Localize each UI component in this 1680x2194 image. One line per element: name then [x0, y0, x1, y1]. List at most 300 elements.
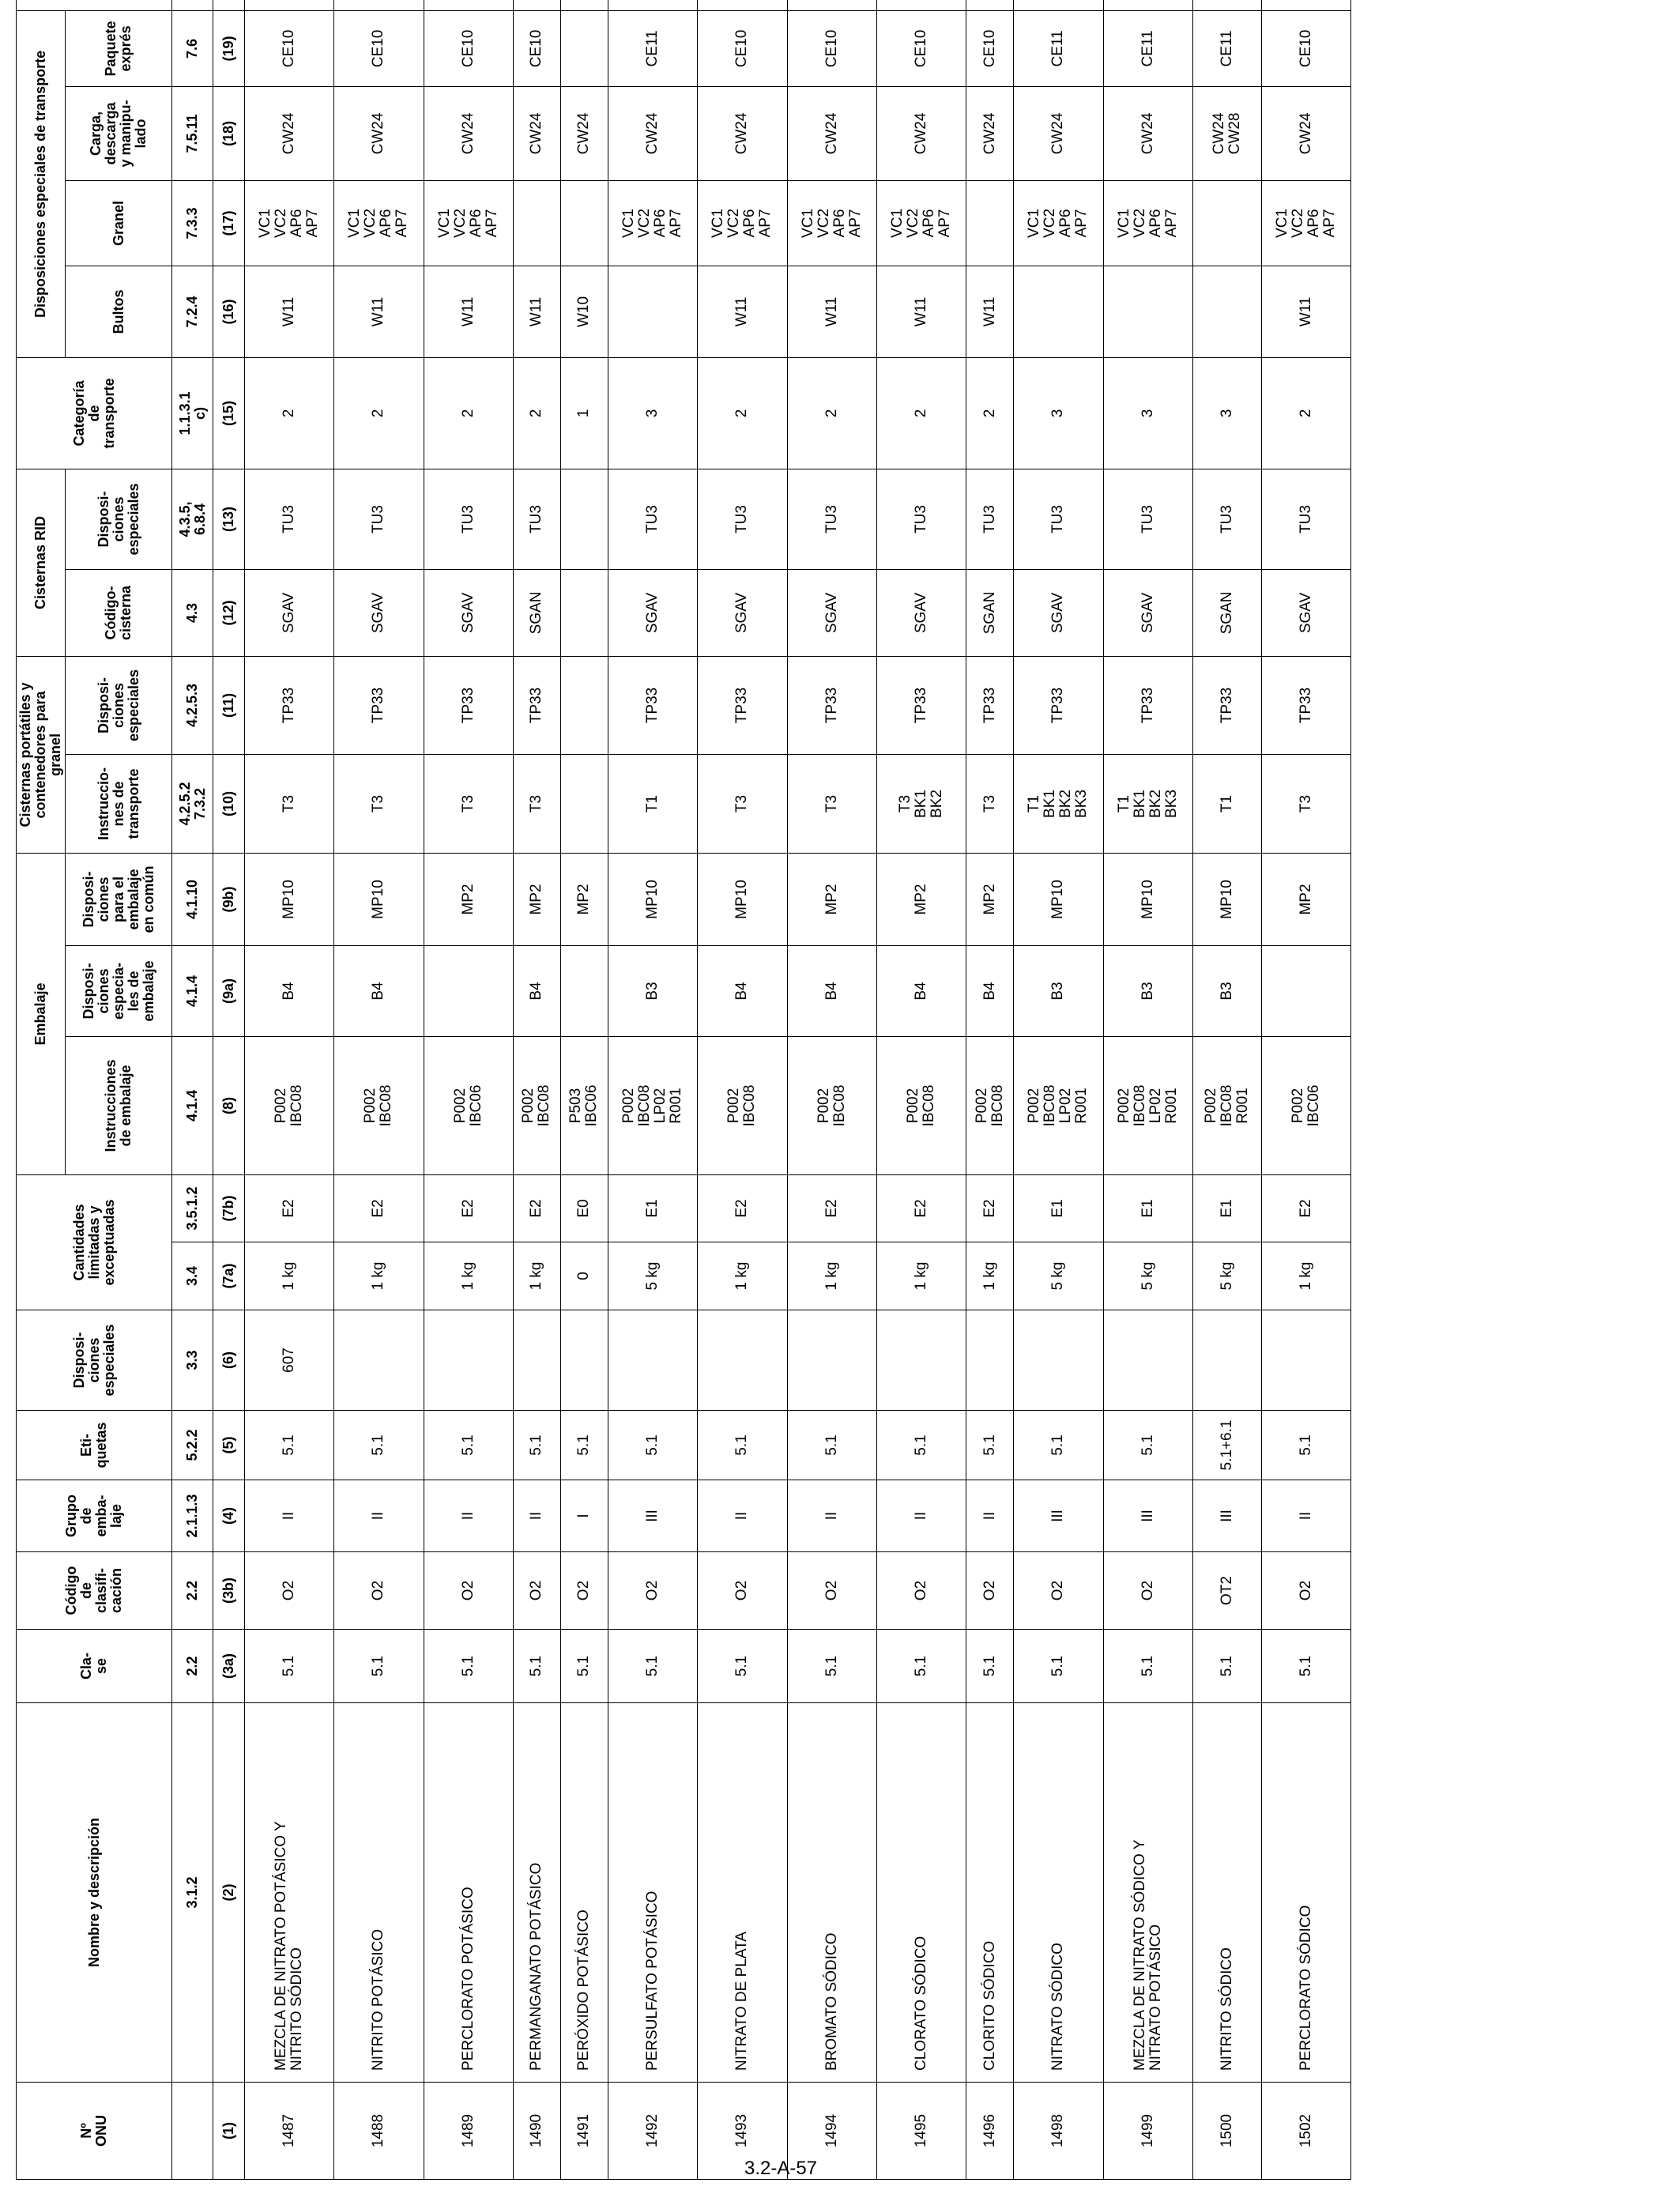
table-cell: O2	[334, 1552, 424, 1630]
table-cell: P002 IBC06	[1261, 1037, 1350, 1175]
table-cell: TP33	[876, 656, 966, 754]
table-row	[876, 0, 966, 2180]
table-cell: B3	[608, 946, 697, 1037]
reference-cell: 1.1.3.1 c)	[172, 357, 213, 469]
table-cell: E1	[608, 1175, 697, 1242]
page-number: 3.2-A-57	[744, 2158, 818, 2179]
table-cell: E0	[560, 1175, 608, 1242]
reference-cell: 2.2	[172, 1630, 213, 1703]
table-cell: W11	[698, 266, 787, 357]
table-cell: 5.1	[698, 1630, 787, 1703]
table-cell: T3	[334, 754, 424, 853]
table-cell	[560, 1310, 608, 1411]
table-cell: 5.1	[513, 1411, 560, 1480]
header-packages: Bultos	[66, 266, 172, 357]
table-cell	[1014, 1310, 1103, 1411]
table-cell: 5 kg	[1103, 1242, 1192, 1310]
un-number-cell: 1491	[560, 2083, 608, 2180]
table-cell: MP10	[245, 853, 334, 945]
table-cell: TU3	[1103, 469, 1192, 569]
table-cell: MP10	[334, 853, 424, 945]
table-cell: CE11	[1192, 10, 1261, 86]
table-cell: TU3	[787, 469, 876, 569]
table-cell	[560, 469, 608, 569]
table-cell: CW24	[1103, 86, 1192, 180]
table-cell: O2	[560, 1552, 608, 1630]
table-cell: VC1 VC2 AP6 AP7	[787, 180, 876, 266]
table-cell: CE10	[245, 10, 334, 86]
table-cell: 5.1+6.1	[1192, 1411, 1261, 1480]
table-cell: 5 kg	[608, 1242, 697, 1310]
table-cell: E1	[1103, 1175, 1192, 1242]
table-cell: P002 IBC08	[698, 1037, 787, 1175]
substance-name-cell: CLORITO SÓDICO	[966, 1703, 1014, 2083]
table-cell: CE10	[787, 10, 876, 86]
table-cell	[698, 0, 787, 10]
header-tank-code: Código- cisterna	[66, 569, 172, 656]
header-rid-tanks: Cisternas RID	[17, 469, 66, 656]
table-cell: O2	[608, 1552, 697, 1630]
column-number-cell: (5)	[213, 1411, 245, 1480]
table-cell: MP10	[1103, 853, 1192, 945]
table-cell	[1014, 266, 1103, 357]
table-cell: 1 kg	[966, 1242, 1014, 1310]
table-row	[1261, 0, 1350, 2180]
reference-cell: 7.2.4	[172, 266, 213, 357]
column-number-cell: (8)	[213, 1037, 245, 1175]
table-cell	[560, 754, 608, 853]
header-special-packing-provisions: Disposi- ciones especia- les de embalaje	[66, 946, 172, 1037]
table-row	[424, 0, 513, 2180]
table-cell: MP10	[1192, 853, 1261, 945]
table-cell: VC1 VC2 AP6 AP7	[424, 180, 513, 266]
table-cell: B4	[698, 946, 787, 1037]
table-row	[245, 0, 334, 2180]
table-cell: O2	[876, 1552, 966, 1630]
table-cell: II	[966, 1480, 1014, 1552]
table-cell: P002 IBC08 LP02 R001	[1103, 1037, 1192, 1175]
header-special-provisions: Disposi- ciones especiales	[17, 1310, 172, 1411]
un-number-cell: 1496	[966, 2083, 1014, 2180]
column-number-cell: (9a)	[213, 946, 245, 1037]
table-cell: II	[787, 1480, 876, 1552]
table-cell: CE10	[513, 10, 560, 86]
un-number-cell: 1502	[1261, 2083, 1350, 2180]
substance-name-cell: PERÓXIDO POTÁSICO	[560, 1703, 608, 2083]
reference-cell: 4.3	[172, 569, 213, 656]
table-cell	[513, 180, 560, 266]
table-cell: W11	[1261, 266, 1350, 357]
table-cell: MP2	[966, 853, 1014, 945]
table-cell: 1	[560, 357, 608, 469]
reference-cell: 4.1.10	[172, 853, 213, 945]
table-cell: B3	[1014, 946, 1103, 1037]
table-cell: E1	[1014, 1175, 1103, 1242]
table-cell: I	[560, 1480, 608, 1552]
header-loading-handling: Carga, descarga y manipu- lado	[66, 86, 172, 180]
table-cell: SGAV	[1261, 569, 1350, 656]
table-cell	[1014, 0, 1103, 10]
table-body	[245, 0, 1351, 2180]
table-cell: TU3	[1192, 469, 1261, 569]
table-cell: 607	[245, 1310, 334, 1411]
table-cell	[424, 946, 513, 1037]
table-cell: CE10	[334, 10, 424, 86]
column-number-cell: (7b)	[213, 1175, 245, 1242]
table-cell: CE11	[1014, 10, 1103, 86]
header-limited-quantities: Cantidades limitadas y exceptuadas	[17, 1175, 172, 1310]
reference-row	[172, 0, 213, 2180]
reference-cell: 5.2.2	[172, 1411, 213, 1480]
header-packing-group: Grupo de emba- laje	[17, 1480, 172, 1552]
table-cell: B4	[245, 946, 334, 1037]
table-cell: CW24	[1014, 86, 1103, 180]
table-cell: MP2	[560, 853, 608, 945]
column-number-cell: (19)	[213, 10, 245, 86]
table-cell: 5.1	[876, 1411, 966, 1480]
table-cell: B3	[1192, 946, 1261, 1037]
table-cell: 5.1	[513, 1630, 560, 1703]
table-cell	[1192, 1310, 1261, 1411]
table-cell: SGAN	[513, 569, 560, 656]
table-cell	[334, 0, 424, 10]
table-cell: B4	[876, 946, 966, 1037]
table-cell: TP33	[334, 656, 424, 754]
table-cell: 2	[513, 357, 560, 469]
table-cell: MP2	[1261, 853, 1350, 945]
reference-cell: 7.5.11	[172, 86, 213, 180]
header-class: Cla- se	[17, 1630, 172, 1703]
table-cell: O2	[966, 1552, 1014, 1630]
table-cell: 1 kg	[1261, 1242, 1350, 1310]
header-hazard-number	[17, 0, 172, 10]
table-cell: SGAN	[1192, 569, 1261, 656]
table-cell: CW24	[1261, 86, 1350, 180]
table-cell	[608, 0, 697, 10]
table-cell: P002 IBC08	[787, 1037, 876, 1175]
table-cell: SGAV	[876, 569, 966, 656]
table-cell: VC1 VC2 AP6 AP7	[245, 180, 334, 266]
table-cell: MP10	[1014, 853, 1103, 945]
table-cell: W11	[334, 266, 424, 357]
table-cell: TU3	[608, 469, 697, 569]
table-cell: TP33	[608, 656, 697, 754]
table-cell: T3 BK1 BK2	[876, 754, 966, 853]
table-cell: O2	[513, 1552, 560, 1630]
reference-cell: 7.6	[172, 10, 213, 86]
table-cell: W11	[245, 266, 334, 357]
table-cell: O2	[1103, 1552, 1192, 1630]
table-cell: SGAV	[698, 569, 787, 656]
substance-name-cell: BROMATO SÓDICO	[787, 1703, 876, 2083]
table-cell: TU3	[698, 469, 787, 569]
table-cell: T1	[608, 754, 697, 853]
table-cell: O2	[1261, 1552, 1350, 1630]
table-cell: T1 BK1 BK2 BK3	[1103, 754, 1192, 853]
column-number-cell: (2)	[213, 1703, 245, 2083]
column-number-cell: (6)	[213, 1310, 245, 1411]
table-cell	[787, 1310, 876, 1411]
table-cell	[1261, 0, 1350, 10]
table-cell: O2	[245, 1552, 334, 1630]
table-cell: CW24	[608, 86, 697, 180]
column-number-cell	[213, 0, 245, 10]
table-cell: OT2	[1192, 1552, 1261, 1630]
table-cell: SGAV	[787, 569, 876, 656]
table-cell	[560, 946, 608, 1037]
table-cell: CE10	[966, 10, 1014, 86]
reference-cell: 3.3	[172, 1310, 213, 1411]
table-cell: 5.1	[245, 1630, 334, 1703]
table-cell: P503 IBC06	[560, 1037, 608, 1175]
table-cell: 2	[787, 357, 876, 469]
table-row	[1014, 0, 1103, 2180]
table-row	[1103, 0, 1192, 2180]
header-rid-special-provisions: Disposi- ciones especiales	[66, 469, 172, 569]
table-cell: 1 kg	[787, 1242, 876, 1310]
column-number-cell: (17)	[213, 180, 245, 266]
reference-cell: 2.1.1.3	[172, 1480, 213, 1552]
substance-name-cell: NITRATO SÓDICO	[1014, 1703, 1103, 2083]
table-cell: MP2	[787, 853, 876, 945]
table-cell: 5 kg	[1014, 1242, 1103, 1310]
table-cell: W11	[513, 266, 560, 357]
table-cell: P002 IBC08	[245, 1037, 334, 1175]
substance-name-cell: PERMANGANATO POTÁSICO	[513, 1703, 560, 2083]
un-number-cell: 1493	[698, 2083, 787, 2180]
table-cell: 3	[608, 357, 697, 469]
un-number-cell: 1488	[334, 2083, 424, 2180]
table-cell: T3	[424, 754, 513, 853]
header-mixed-packing-provisions: Disposi- ciones para el embalaje en común	[66, 853, 172, 945]
table-cell: P002 IBC08	[334, 1037, 424, 1175]
table-cell: 5.1	[966, 1411, 1014, 1480]
table-cell: T3	[787, 754, 876, 853]
table-cell: 5.1	[1192, 1630, 1261, 1703]
table-cell: 1 kg	[245, 1242, 334, 1310]
table-cell	[1192, 0, 1261, 10]
table-cell: VC1 VC2 AP6 AP7	[1103, 180, 1192, 266]
table-cell	[560, 0, 608, 10]
table-cell: TP33	[1014, 656, 1103, 754]
table-cell: VC1 VC2 AP6 AP7	[1014, 180, 1103, 266]
table-row	[966, 0, 1014, 2180]
column-number-cell: (10)	[213, 754, 245, 853]
un-number-cell: 1500	[1192, 2083, 1261, 2180]
table-cell: T3	[698, 754, 787, 853]
table-cell	[698, 1310, 787, 1411]
header-tank-instructions: Instruccio- nes de transporte	[66, 754, 172, 853]
reference-cell: 4.2.5.2 7.3.2	[172, 754, 213, 853]
table-cell: VC1 VC2 AP6 AP7	[334, 180, 424, 266]
table-cell	[1103, 1310, 1192, 1411]
table-cell: II	[698, 1480, 787, 1552]
column-number-cell: (3b)	[213, 1552, 245, 1630]
table-cell: MP2	[424, 853, 513, 945]
table-cell: TP33	[513, 656, 560, 754]
header-name: Nombre y descripción	[17, 1703, 172, 2083]
substance-name-cell: NITRATO DE PLATA	[698, 1703, 787, 2083]
column-number-cell: (13)	[213, 469, 245, 569]
table-cell: TU3	[334, 469, 424, 569]
table-cell	[560, 180, 608, 266]
table-cell: CE11	[608, 10, 697, 86]
table-cell: SGAV	[1014, 569, 1103, 656]
table-cell	[966, 0, 1014, 10]
header-express-parcels: Paquete exprés	[66, 10, 172, 86]
table-cell: TU3	[966, 469, 1014, 569]
table-cell: II	[334, 1480, 424, 1552]
table-cell: CW24	[560, 86, 608, 180]
table-cell	[513, 1310, 560, 1411]
table-cell: T3	[513, 754, 560, 853]
table-cell: 3	[1014, 357, 1103, 469]
table-cell: III	[608, 1480, 697, 1552]
table-cell: CW24	[245, 86, 334, 180]
table-cell: 5.1	[560, 1630, 608, 1703]
un-number-cell: 1498	[1014, 2083, 1103, 2180]
table-cell: T1	[1192, 754, 1261, 853]
table-cell: E2	[334, 1175, 424, 1242]
table-cell: W11	[966, 266, 1014, 357]
table-cell: TP33	[787, 656, 876, 754]
table-cell: P002 IBC08 R001	[1192, 1037, 1261, 1175]
table-cell	[966, 1310, 1014, 1411]
table-cell	[1261, 946, 1350, 1037]
un-number-cell: 1487	[245, 2083, 334, 2180]
table-cell	[1103, 0, 1192, 10]
table-cell: W11	[787, 266, 876, 357]
table-cell: 5.1	[608, 1630, 697, 1703]
table-cell: 5.1	[1261, 1411, 1350, 1480]
column-number-cell: (9b)	[213, 853, 245, 945]
table-cell	[1103, 266, 1192, 357]
reference-cell	[172, 2083, 213, 2180]
table-cell: 5.1	[1103, 1411, 1192, 1480]
table-cell: W11	[424, 266, 513, 357]
table-cell: 5.1	[876, 1630, 966, 1703]
table-cell	[876, 0, 966, 10]
table-cell: SGAV	[1103, 569, 1192, 656]
table-cell: O2	[1014, 1552, 1103, 1630]
column-number-cell: (16)	[213, 266, 245, 357]
table-cell: 5.1	[787, 1411, 876, 1480]
table-cell: 3	[1103, 357, 1192, 469]
table-cell: E2	[245, 1175, 334, 1242]
header-tank-special-provisions: Disposi- ciones especiales	[66, 656, 172, 754]
table-row	[560, 0, 608, 2180]
table-cell	[334, 1310, 424, 1411]
header-bulk: Granel	[66, 180, 172, 266]
table-cell: CW24	[698, 86, 787, 180]
header-portable-tanks: Cisternas portátiles y contenedores para granel	[17, 656, 66, 853]
table-cell: 1 kg	[876, 1242, 966, 1310]
table-cell: B4	[787, 946, 876, 1037]
reference-cell: 3.1.2	[172, 1703, 213, 2083]
table-row	[513, 0, 560, 2180]
table-cell: 2	[966, 357, 1014, 469]
table-cell	[560, 656, 608, 754]
table-cell	[245, 0, 334, 10]
table-cell: TU3	[424, 469, 513, 569]
reference-cell: 3.5.1.2	[172, 1175, 213, 1242]
table-cell: 2	[245, 357, 334, 469]
column-number-cell: (4)	[213, 1480, 245, 1552]
table-cell: 5.1	[334, 1630, 424, 1703]
header-classification-code: Código de clasifi- cación	[17, 1552, 172, 1630]
table-cell: 5.1	[698, 1411, 787, 1480]
table-cell	[787, 0, 876, 10]
rotated-table-container	[16, 9, 1351, 2180]
table-cell: 5.1	[1014, 1630, 1103, 1703]
substance-name-cell: MEZCLA DE NITRATO POTÁSICO Y NITRITO SÓDICO	[245, 1703, 334, 2083]
column-number-cell: (1)	[213, 2083, 245, 2180]
table-cell: 5.1	[1261, 1630, 1350, 1703]
column-number-cell: (18)	[213, 86, 245, 180]
substance-name-cell: PERSULFATO POTÁSICO	[608, 1703, 697, 2083]
table-cell: SGAV	[424, 569, 513, 656]
reference-cell: 4.2.5.3	[172, 656, 213, 754]
table-cell: 3	[1192, 357, 1261, 469]
table-cell	[966, 180, 1014, 266]
reference-cell: 3.4	[172, 1242, 213, 1310]
table-cell: SGAV	[334, 569, 424, 656]
reference-cell	[172, 0, 213, 10]
table-cell: TP33	[424, 656, 513, 754]
table-cell: CW24	[787, 86, 876, 180]
table-cell: CW24	[334, 86, 424, 180]
table-cell: CE10	[1261, 10, 1350, 86]
header-packing-instructions: Instrucciones de embalaje	[66, 1037, 172, 1175]
table-cell: E2	[698, 1175, 787, 1242]
header-labels: Eti- quetas	[17, 1411, 172, 1480]
table-cell: W11	[876, 266, 966, 357]
reference-cell: 4.1.4	[172, 946, 213, 1037]
table-cell: TU3	[1261, 469, 1350, 569]
table-cell: T3	[966, 754, 1014, 853]
table-cell: P002 IBC08 LP02 R001	[608, 1037, 697, 1175]
table-cell: P002 IBC08 LP02 R001	[1014, 1037, 1103, 1175]
table-cell: SGAV	[608, 569, 697, 656]
table-cell: E2	[787, 1175, 876, 1242]
table-cell: B4	[966, 946, 1014, 1037]
column-number-cell: (3a)	[213, 1630, 245, 1703]
table-cell: MP2	[876, 853, 966, 945]
table-cell	[513, 0, 560, 10]
table-cell: TU3	[513, 469, 560, 569]
un-number-cell: 1492	[608, 2083, 697, 2180]
table-cell: II	[245, 1480, 334, 1552]
table-cell: CW24	[876, 86, 966, 180]
table-cell: T3	[1261, 754, 1350, 853]
table-cell: TU3	[245, 469, 334, 569]
table-cell: VC1 VC2 AP6 AP7	[698, 180, 787, 266]
table-cell: TU3	[1014, 469, 1103, 569]
table-cell: 2	[876, 357, 966, 469]
table-cell: E2	[424, 1175, 513, 1242]
table-cell: III	[1014, 1480, 1103, 1552]
un-number-cell: 1489	[424, 2083, 513, 2180]
table-cell: II	[1261, 1480, 1350, 1552]
table-cell	[608, 1310, 697, 1411]
table-cell: 5 kg	[1192, 1242, 1261, 1310]
table-row	[787, 0, 876, 2180]
table-cell: 5.1	[245, 1411, 334, 1480]
table-cell: B3	[1103, 946, 1192, 1037]
table-cell: 2	[1261, 357, 1350, 469]
substance-name-cell: NITRITO SÓDICO	[1192, 1703, 1261, 2083]
table-cell: CW24	[513, 86, 560, 180]
